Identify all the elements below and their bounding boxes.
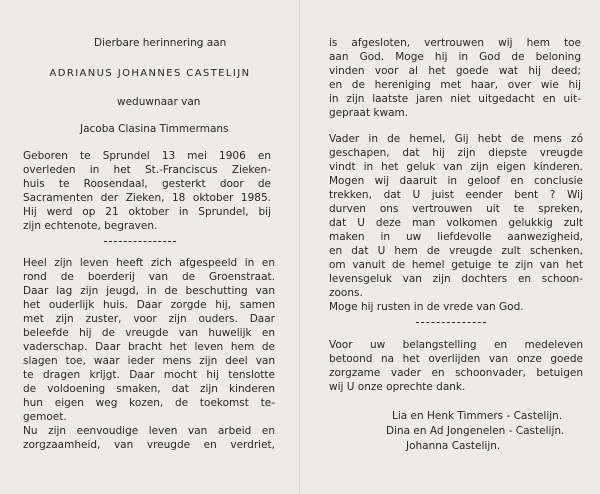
prayer-line: trekken, dat U juist eender bent ? Wij [329, 189, 583, 201]
bio-line: Hij werd op 21 oktober in Sprundel, bij [23, 206, 271, 218]
life-line: Heel zijn leven heeft zich afgespeeld in en [23, 257, 275, 269]
life-line: vaderschap. Daar bracht het leven hem de [23, 341, 275, 353]
right-page [300, 0, 600, 494]
continuation-line: in zijn laatste jaren niet uitgedacht en uit- [329, 93, 581, 105]
thanks-line: zorgzame vader en schoonvader, betuigen [329, 367, 583, 379]
life-line: rond de boerderij van de Groenstraat. [23, 271, 275, 283]
bio-line: Geboren te Sprundel 13 mei 1906 en [23, 150, 271, 162]
life-line: hun eigen weg kozen, de toekomst te- [23, 397, 275, 409]
prayer-line: en dat U hem de vreugde zult schenken, [329, 245, 583, 257]
life-line: beleefde hij de vreugde van huwelijk en [23, 327, 275, 339]
bio-line: Sacramenten der Zieken, 18 oktober 1985. [23, 192, 271, 204]
continuation-line: gepraat kwam. [329, 107, 409, 119]
life-line: met zijn zuster, voor zijn ouders. Daar [23, 313, 275, 325]
life-line: gemoet. [23, 411, 67, 423]
thanks-line: wij U onze oprechte dank. [329, 381, 466, 393]
separator [416, 322, 486, 323]
life-line: te dragen krijgt. Daar mocht hij tenslotte [23, 369, 275, 381]
life-line: Daar lag zijn jeugd, in de beschutting van [23, 285, 275, 297]
continuation-line: is afgesloten, vertrouwen wij hem toe [329, 37, 581, 49]
bio-line: overleden in het St.-Franciscus Zieken- [23, 164, 271, 176]
signature-line: Johanna Castelijn. [406, 440, 501, 452]
intro-text: Dierbare herinnering aan [94, 37, 227, 49]
prayer-line: durven ons vertrouwen uit te spreken, [329, 203, 583, 215]
thanks-line: betoond na het overlijden van onze goede [329, 353, 583, 365]
prayer-line: levensgeluk van zijn dochters en schoon- [329, 273, 583, 285]
life-line: zorgzaamheid, van vreugde en verdriet, [23, 439, 275, 451]
prayer-line: geschapen, dat hij zijn diepste vreugde [329, 147, 583, 159]
life-line: slagen toe, waar ieder mens zijn deel van [23, 355, 275, 367]
spouse-name: Jacoba Clasina Timmermans [80, 123, 229, 135]
thanks-line: Voor uw belangstelling en medeleven [329, 339, 583, 351]
life-line: het ouderlijk huis. Daar zorgde hij, samen [23, 299, 275, 311]
prayer-line: maken in uw liefdevolle aanwezigheid, [329, 231, 583, 243]
prayer-line: dat U deze man volkomen gelukkig zult [329, 217, 583, 229]
prayer-line: om vanuit de hemel getuige te zijn van het [329, 259, 583, 271]
prayer-line: zoons. [329, 287, 363, 299]
signature-line: Lia en Henk Timmers - Castelijn. [392, 410, 563, 422]
separator [104, 241, 176, 242]
life-line: Nu zijn eenvoudige leven van arbeid en [23, 425, 275, 437]
relation-text: weduwnaar van [117, 96, 201, 108]
continuation-line: en de hereniging met haar, over wie hij [329, 79, 581, 91]
life-line: de voldoening smaken, dat zijn kinderen [23, 383, 275, 395]
continuation-line: aan God. Moge hij in God de beloning [329, 51, 581, 63]
deceased-name: ADRIANUS JOHANNES CASTELIJN [49, 68, 251, 79]
bio-line: zijn echtenote, begraven. [23, 220, 158, 232]
bio-line: huis te Roosendaal, gesterkt door de [23, 178, 271, 190]
signature-line: Dina en Ad Jongenelen - Castelijn. [386, 425, 565, 437]
prayer-line: Moge hij rusten in de vrede van God. [329, 301, 524, 313]
prayer-line: vindt in het geluk van zijn eigen kinderen. [329, 161, 583, 173]
prayer-line: Mogen wij daaruit in geloof en conclusie [329, 175, 583, 187]
continuation-line: vinden voor al het goede wat hij deed; [329, 65, 581, 77]
prayer-line: Vader in de hemel, Gij hebt de mens zó [329, 133, 583, 145]
